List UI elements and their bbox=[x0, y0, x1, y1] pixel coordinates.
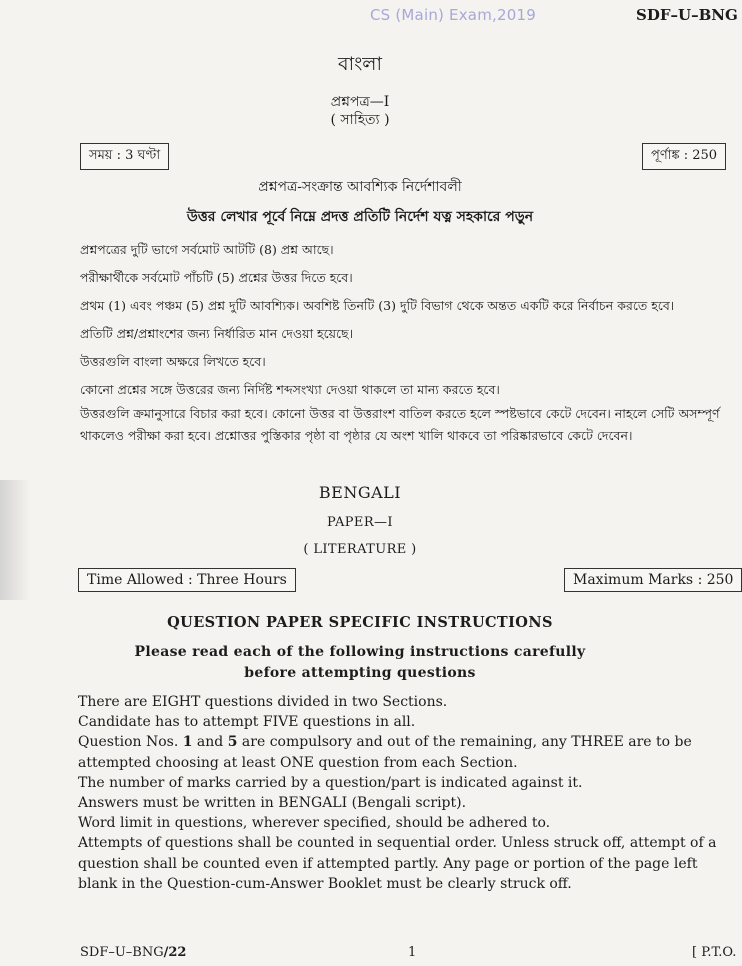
english-subject: ( LITERATURE ) bbox=[303, 542, 417, 557]
english-instruction: Answers must be written in BENGALI (Bengali script). bbox=[78, 795, 467, 812]
english-instructions-subheading: Please read each of the following instructions carefully bbox=[134, 644, 586, 660]
english-instructions-list bbox=[78, 692, 738, 894]
english-paper-number: PAPER—I bbox=[327, 515, 393, 530]
bengali-instructions-subheading: উত্তর লেখার পূর্বে নিম্নে প্রদত্ত প্রতিটি নির্দেশ যত্ন সহকারে পড়ুন bbox=[186, 209, 534, 225]
english-instruction: Attempts of questions shall be counted in sequential order. Unless struck off, attempt of a bbox=[78, 835, 717, 852]
watermark-text: CS (Main) Exam,2019 bbox=[370, 6, 536, 24]
bengali-paper-number: প্রশ্নপত্র—I bbox=[330, 94, 390, 110]
english-instruction bbox=[78, 732, 738, 752]
bengali-marks-box: পূর্ণাঙ্ক : 250 bbox=[642, 143, 726, 170]
footer-code-prefix: SDF–U–BNG bbox=[80, 945, 164, 960]
english-title: BENGALI bbox=[318, 483, 402, 502]
bengali-instructions-heading: প্রশ্নপত্র-সংক্রান্ত আবশ্যিক নির্দেশাবলী bbox=[258, 179, 462, 195]
english-instruction: Word limit in questions, wherever specified, should be adhered to. bbox=[78, 815, 551, 832]
instruction-text: are compulsory and out of the remaining, any THREE are to be bbox=[237, 734, 692, 751]
bengali-instructions-list bbox=[80, 236, 740, 448]
english-marks-box: Maximum Marks : 250 bbox=[564, 568, 742, 592]
bengali-instruction: প্রশ্নপত্রের দুটি ভাগে সর্বমোট আটটি (8) প্রশ্ন আছে। bbox=[80, 242, 334, 257]
bengali-instruction: উত্তরগুলি বাংলা অক্ষরে লিখতে হবে। bbox=[80, 354, 266, 369]
question-number: 5 bbox=[227, 734, 238, 751]
bengali-time-box: সময় : 3 ঘণ্টা bbox=[80, 143, 169, 170]
exam-watermark bbox=[370, 6, 536, 24]
bengali-instruction: কোনো প্রশ্নের সঙ্গে উত্তরের জন্য নির্দিষ্ট শব্দসংখ্যা দেওয়া থাকলে তা মান্য করতে হবে। bbox=[80, 382, 500, 397]
instruction-text: Question Nos. bbox=[78, 734, 183, 751]
footer-paper-code bbox=[80, 945, 186, 960]
bengali-instruction: উত্তরগুলি ক্রমানুসারে বিচার করা হবে। কোনো উত্তর বা উত্তরাংশ বাতিল করতে হলে স্পষ্টভাবে কেটে দেবেন। নাহলে সেটি অসম্পূর্ণ bbox=[80, 406, 720, 421]
english-instruction: question shall be counted even if attempted partly. Any page or portion of the page left bbox=[78, 855, 698, 872]
english-instruction: attempted choosing at least ONE question from each Section. bbox=[78, 754, 518, 771]
bengali-instruction: প্রথম (1) এবং পঞ্চম (5) প্রশ্ন দুটি আবশ্যিক। অবশিষ্ট তিনটি (3) দুটি বিভাগ থেকে অন্তত একটি করে নির্বাচন করতে হবে। bbox=[80, 298, 675, 313]
question-number: 1 bbox=[182, 734, 193, 751]
bengali-instruction: থাকলেও পরীক্ষা করা হবে। প্রশ্নোত্তর পুস্তিকার পৃষ্ঠা বা পৃষ্ঠার যে অংশ খালি থাকবে তা পরিষ্কারভাবে কেটে দেবেন। bbox=[80, 428, 633, 443]
english-instruction: Candidate has to attempt FIVE questions in all. bbox=[78, 714, 416, 731]
footer-page-number: 1 bbox=[408, 945, 417, 960]
bengali-subject: ( সাহিত্য ) bbox=[330, 112, 390, 128]
english-instruction: blank in the Question-cum-Answer Booklet must be clearly struck off. bbox=[78, 875, 572, 892]
english-instruction: There are EIGHT questions divided in two Sections. bbox=[78, 694, 448, 710]
footer-turn-over: [ P.T.O. bbox=[692, 945, 737, 960]
bengali-instruction: পরীক্ষার্থীকে সর্বমোট পাঁচটি (5) প্রশ্নের উত্তর দিতে হবে। bbox=[80, 270, 353, 285]
paper-code-header: SDF–U–BNG bbox=[636, 6, 738, 24]
english-instructions-subheading-line2: before attempting questions bbox=[244, 665, 476, 681]
bengali-title: বাংলা bbox=[338, 53, 382, 75]
bengali-instruction: প্রতিটি প্রশ্ন/প্রশ্নাংশের জন্য নির্ধারিত মান দেওয়া হয়েছে। bbox=[80, 326, 354, 341]
instruction-text: and bbox=[192, 734, 228, 751]
english-instruction: The number of marks carried by a question/part is indicated against it. bbox=[78, 774, 583, 791]
footer-code-suffix: /22 bbox=[163, 945, 187, 960]
english-instructions-heading: QUESTION PAPER SPECIFIC INSTRUCTIONS bbox=[167, 614, 553, 631]
english-time-box: Time Allowed : Three Hours bbox=[78, 568, 296, 592]
